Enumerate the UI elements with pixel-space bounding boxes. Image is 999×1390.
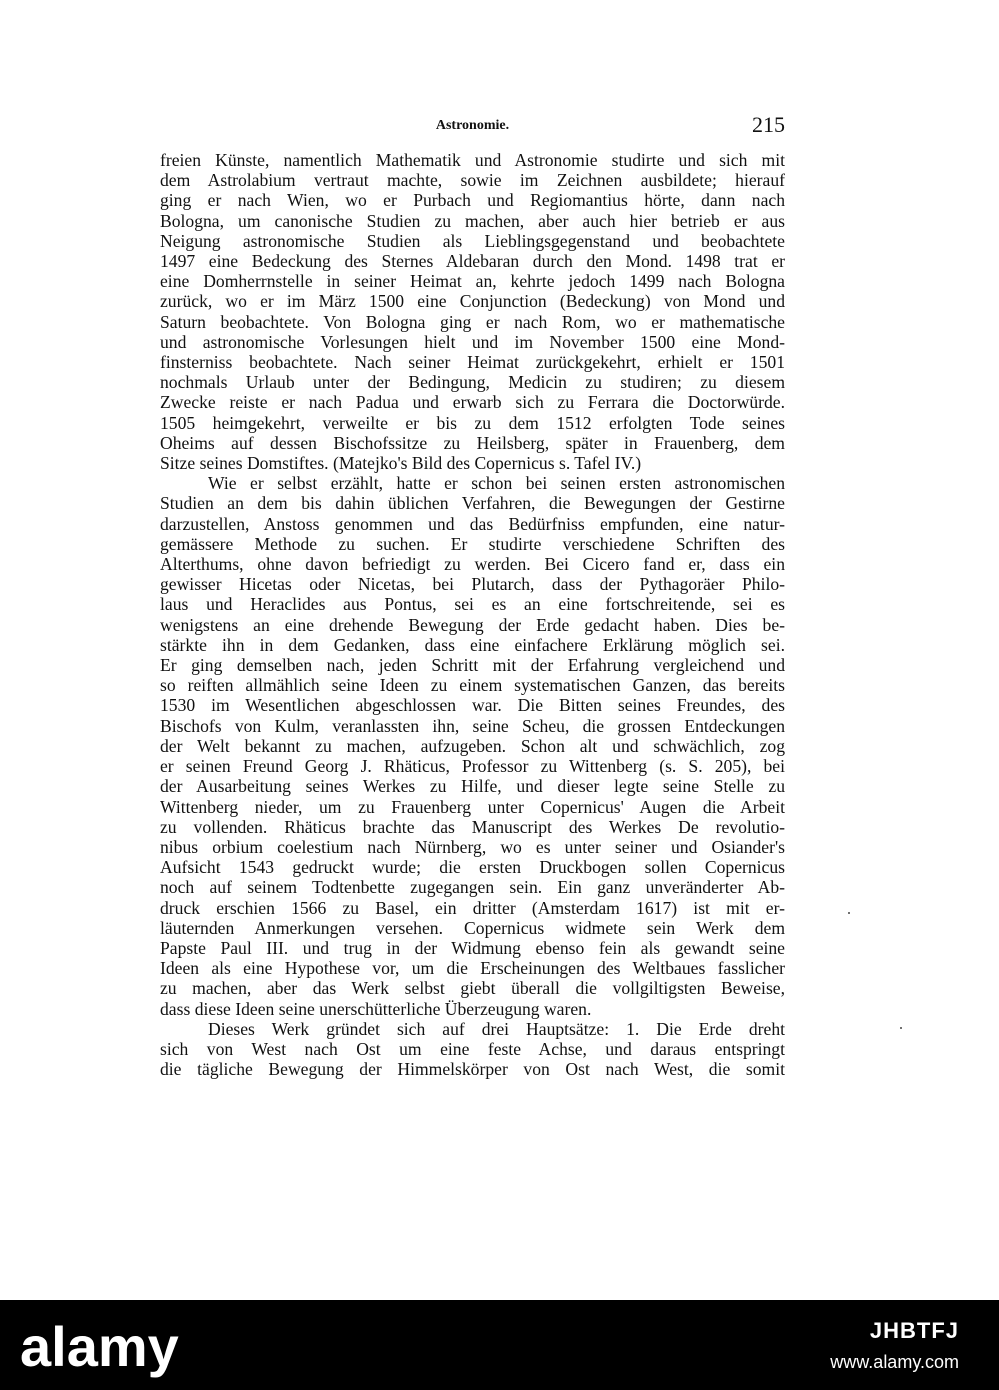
text-line: er seinen Freund Georg J. Rhäticus, Professor zu Wittenberg (s. S. 205), bei <box>160 756 785 777</box>
text-line: Alterthums, ohne davon befriedigt zu werden. Bei Cicero fand er, dass ein <box>160 554 785 575</box>
text-line: noch auf seinem Todtenbette zugegangen sein. Ein ganz unveränderter Ab- <box>160 877 785 898</box>
text-line: dem Astrolabium vertraut machte, sowie im Zeichnen ausbildete; hierauf <box>160 170 785 191</box>
watermark-bar <box>0 1300 999 1390</box>
text-line: Bischofs von Kulm, veranlassten ihn, seine Scheu, die grossen Entdeckungen <box>160 715 785 736</box>
scan-speck <box>900 1027 902 1029</box>
text-line: die tägliche Bewegung der Himmelskörper von Ost nach West, die somit <box>160 1059 785 1080</box>
text-line: Saturn beobachtete. Von Bologna ging er nach Rom, wo er mathematische <box>160 311 785 332</box>
text-line: der Ausarbeitung seines Werkes zu Hilfe, und dieser legte seine Stelle zu <box>160 776 785 797</box>
text-line: Dieses Werk gründet sich auf drei Hauptsätze: 1. Die Erde dreht <box>208 1018 785 1039</box>
text-line: ging er nach Wien, wo er Purbach und Regiomantius hörte, dann nach <box>160 190 785 211</box>
text-line: 1497 eine Bedeckung des Sternes Aldebaran durch den Mond. 1498 trat er <box>160 251 785 272</box>
text-line: dass diese Ideen seine unerschütterliche Überzeugung waren. <box>160 998 592 1019</box>
text-line: der Welt bekannt zu machen, aufzugeben. Schon alt und schwächlich, zog <box>160 735 785 756</box>
site-url: www.alamy.com <box>830 1352 959 1372</box>
text-line: so reiften allmählich seine Ideen zu einem systematischen Ganzen, das bereits <box>160 675 785 696</box>
text-line: nibus orbium coelestium nach Nürnberg, wo es unter seiner und Osiander's <box>160 836 785 857</box>
body-text <box>160 150 785 1079</box>
text-line: zurück, wo er im März 1500 eine Conjunction (Bedeckung) von Mond und <box>160 291 785 312</box>
text-line: Papste Paul III. und trug in der Widmung ebenso fein als gewandt seine <box>160 937 785 958</box>
text-line: 1505 heimgekehrt, verweilte er bis zu dem 1512 erfolgten Tode seines <box>160 412 785 433</box>
text-line: Oheims auf dessen Bischofssitze zu Heilsberg, später in Frauenberg, dem <box>160 432 785 453</box>
stock-id: JHBTFJ <box>869 1318 959 1343</box>
text-line: Ideen als eine Hypothese vor, um die Erscheinungen des Weltbaues fasslicher <box>160 958 785 979</box>
text-line: freien Künste, namentlich Mathematik und Astronomie studirte und sich mit <box>160 150 785 170</box>
text-line: wenigstens an eine drehende Bewegung der Erde gedacht haben. Dies be- <box>160 614 785 635</box>
text-line: finsterniss beobachtete. Nach seiner Heimat zurückgekehrt, erhielt er 1501 <box>160 352 785 373</box>
text-line: gewisser Hicetas oder Nicetas, bei Plutarch, dass der Pythagoräer Philo- <box>160 574 785 595</box>
text-line: Bologna, um canonische Studien zu machen, aber auch hier betrieb er aus <box>160 210 785 231</box>
text-line: Wittenberg nieder, um zu Frauenberg unter Copernicus' Augen die Arbeit <box>160 796 785 817</box>
text-line: Sitze seines Domstiftes. (Matejko's Bild des Copernicus s. Tafel IV.) <box>160 453 642 474</box>
text-line: sich von West nach Ost um eine feste Achse, und daraus entspringt <box>160 1038 785 1059</box>
running-head <box>160 112 785 138</box>
text-line: nochmals Urlaub unter der Bedingung, Medicin zu studiren; zu diesem <box>160 372 785 393</box>
text-line: und astronomische Vorlesungen hielt und im November 1500 eine Mond- <box>160 331 785 352</box>
text-line: Studien an dem bis dahin üblichen Verfahren, die Bewegungen der Gestirne <box>160 493 785 514</box>
text-line: gemässere Methode zu suchen. Er studirte verschiedene Schriften des <box>160 533 785 554</box>
text-line: läuternden Anmerkungen versehen. Copernicus widmete sein Werk dem <box>160 917 785 938</box>
text-line: zu vollenden. Rhäticus brachte das Manuscript des Werkes De revolutio- <box>160 816 785 837</box>
text-line: Neigung astronomische Studien als Lieblingsgegenstand und beobachtete <box>160 230 785 251</box>
text-line: zu machen, aber das Werk selbst giebt überall die vollgiltigsten Beweise, <box>160 978 785 999</box>
text-line: Er ging demselben nach, jeden Schritt mit der Erfahrung vergleichend und <box>160 655 785 676</box>
text-line: 1530 im Wesentlichen abgeschlossen war. Die Bitten seines Freundes, des <box>160 695 785 716</box>
alamy-logo <box>20 1314 190 1384</box>
text-line: laus und Heraclides aus Pontus, sei es an eine fortschreitende, sei es <box>160 594 785 615</box>
text-line: darzustellen, Anstoss genommen und das Bedürfniss empfunden, eine natur- <box>160 513 785 534</box>
text-line: Aufsicht 1543 gedruckt wurde; die ersten Druckbogen sollen Copernicus <box>160 857 785 878</box>
page-number: 215 <box>752 112 785 137</box>
running-title: Astronomie. <box>435 118 510 133</box>
text-line: eine Domherrnstelle in seiner Heimat an, kehrte jedoch 1499 nach Bologna <box>160 271 785 292</box>
scan-speck <box>848 912 850 914</box>
text-line: stärkte ihn in dem Gedanken, dass eine einfachere Erklärung möglich sei. <box>160 634 785 655</box>
alamy-logo-text: alamy <box>20 1315 179 1378</box>
text-line: druck erschien 1566 zu Basel, ein dritter (Amsterdam 1617) ist mit er- <box>160 897 785 918</box>
text-line: Zwecke reiste er nach Padua und erwarb sich zu Ferrara die Doctorwürde. <box>160 392 785 413</box>
text-line: Wie er selbst erzählt, hatte er schon bei seinen ersten astronomischen <box>208 473 785 494</box>
